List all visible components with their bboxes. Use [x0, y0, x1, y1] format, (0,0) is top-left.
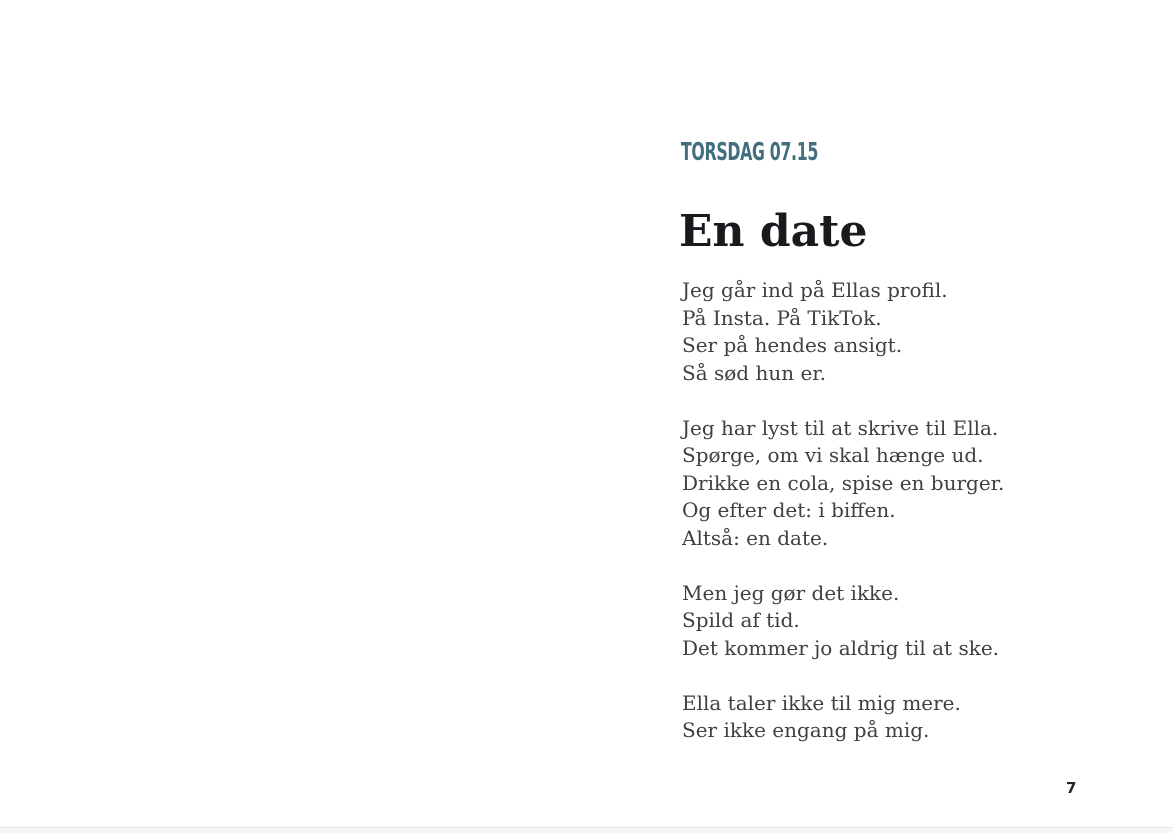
text-line: Jeg går ind på Ellas profil. [682, 278, 948, 302]
text-line: Ser ikke engang på mig. [682, 718, 930, 742]
page-number: 7 [1066, 779, 1077, 797]
window-bottom-edge [0, 827, 1173, 833]
text-line: Jeg har lyst til at skrive til Ella. [682, 415, 999, 440]
text-line: Spild af tid. [682, 608, 800, 632]
text-line: Det kommer jo aldrig til at ske. [682, 635, 1000, 660]
chapter-kicker-date-time: TORSDAG 07.15 [681, 137, 819, 166]
paragraph [682, 277, 1102, 387]
text-line: Altså: en date. [682, 525, 829, 550]
text-line: Ella taler ikke til mig mere. [682, 690, 961, 715]
paragraph [682, 580, 1102, 663]
paragraph [682, 690, 1102, 745]
body-text [682, 277, 1102, 772]
paragraph [682, 415, 1102, 553]
text-line: Drikke en cola, spise en burger. [682, 470, 1005, 495]
text-line: Spørge, om vi skal hænge ud. [682, 443, 984, 467]
text-line: Men jeg gør det ikke. [682, 580, 900, 605]
chapter-title: En date [679, 206, 868, 258]
text-line: Så sød hun er. [682, 360, 827, 385]
text-line: Ser på hendes ansigt. [682, 333, 903, 357]
text-line: På Insta. På TikTok. [682, 305, 882, 330]
text-line: Og efter det: i biffen. [682, 498, 896, 522]
